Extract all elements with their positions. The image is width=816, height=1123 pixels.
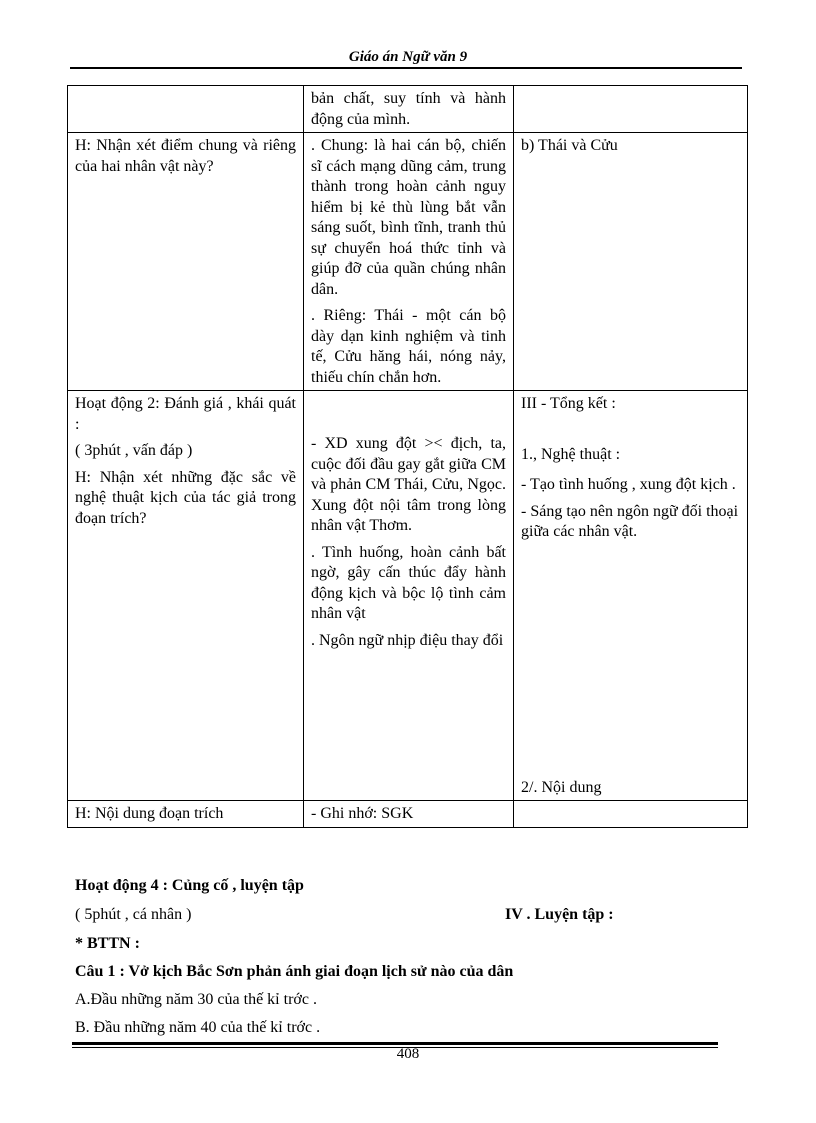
table-row — [68, 133, 748, 391]
cell-paragraph: . Riêng: Thái - một cán bộ dày dạn kinh nghiệm và tinh tế, Cửu hăng hái, nóng nảy, thiếu chín chắn hơn. — [311, 307, 506, 386]
activity-time: ( 3phút , vấn đáp ) — [75, 442, 193, 459]
answer-option-b: B. Đầu những năm 40 của thế kỉ trớc . — [75, 1019, 321, 1036]
table-cell — [68, 391, 304, 801]
cell-paragraph: . Ngôn ngữ nhịp điệu thay đổi — [311, 631, 504, 649]
table-cell — [68, 86, 304, 133]
table-cell — [514, 391, 748, 801]
table-cell: H: Nội dung đoạn trích — [68, 801, 304, 828]
footer-divider — [72, 1042, 718, 1045]
section-subheading: 1., Nghệ thuật : — [521, 445, 621, 463]
section-heading: b) Thái và Cửu — [521, 137, 618, 154]
cell-paragraph: - XD xung đột >< địch, ta, cuộc đối đầu gay gắt giữa CM và phản CM Thái, Cửu, Ngọc. Xung đột nội tâm trong lòng nhân vật Thơm. — [311, 435, 506, 534]
table-cell — [304, 391, 514, 801]
activity-4-heading: Hoạt động 4 : Củng cố , luyện tập — [75, 877, 304, 894]
cell-paragraph: - Sáng tạo nên ngôn ngữ đối thoại giữa các nhân vật. — [521, 502, 739, 540]
cell-paragraph: - Tạo tình huống , xung đột kịch . — [521, 476, 736, 493]
cell-paragraph: . Chung: là hai cán bộ, chiến sĩ cách mạng dũng cảm, trung thành trong hoàn cảnh nguy hiểm bị kẻ thù lùng bắt vẫn sáng suốt, bình tĩnh, tranh thủ sự chuyển hoá thức tỉnh và giúp đỡ của quần chúng nhân dân. — [311, 137, 506, 298]
section-subheading: 2/. Nội dung — [521, 778, 602, 796]
cell-paragraph: bản chất, suy tính và hành động của mình. — [311, 90, 506, 128]
header-divider — [70, 67, 742, 69]
question-text: H: Nhận xét những đặc sắc về nghệ thuật kịch của tác giả trong đoạn trích? — [75, 468, 296, 527]
section-heading: III - Tổng kết : — [521, 395, 616, 412]
activity-4-time: ( 5phút , cá nhân ) — [75, 906, 192, 923]
cell-paragraph: . Tình huống, hoàn cảnh bất ngờ, gây cấn thúc đẩy hành động kịch và bộc lộ tình cảm nhân vật — [311, 543, 506, 622]
answer-option-a: A.Đầu những năm 30 của thế kỉ trớc . — [75, 991, 317, 1008]
activity-heading: Hoạt động 2: Đánh giá , khái quát : — [75, 395, 296, 433]
table-row — [68, 391, 748, 801]
question-1: Câu 1 : Vở kịch Bắc Sơn phản ánh giai đoạn lịch sử nào của dân — [75, 963, 514, 980]
question-text: H: Nhận xét điểm chung và riêng của hai nhân vật này? — [75, 137, 296, 175]
table-cell — [514, 801, 748, 828]
table-cell — [514, 86, 748, 133]
table-cell — [514, 133, 748, 391]
table-cell: - Ghi nhớ: SGK — [304, 801, 514, 828]
page-number: 408 — [396, 1046, 420, 1062]
page-header-title: Giáo án Ngữ văn 9 — [348, 49, 468, 65]
table-cell — [304, 86, 514, 133]
table-row — [68, 86, 748, 133]
table-row — [68, 801, 748, 828]
bttn-heading: * BTTN : — [75, 935, 140, 952]
table-cell — [68, 133, 304, 391]
table-cell — [304, 133, 514, 391]
lesson-table — [67, 85, 748, 828]
section-practice-heading: IV . Luyện tập : — [505, 906, 614, 923]
